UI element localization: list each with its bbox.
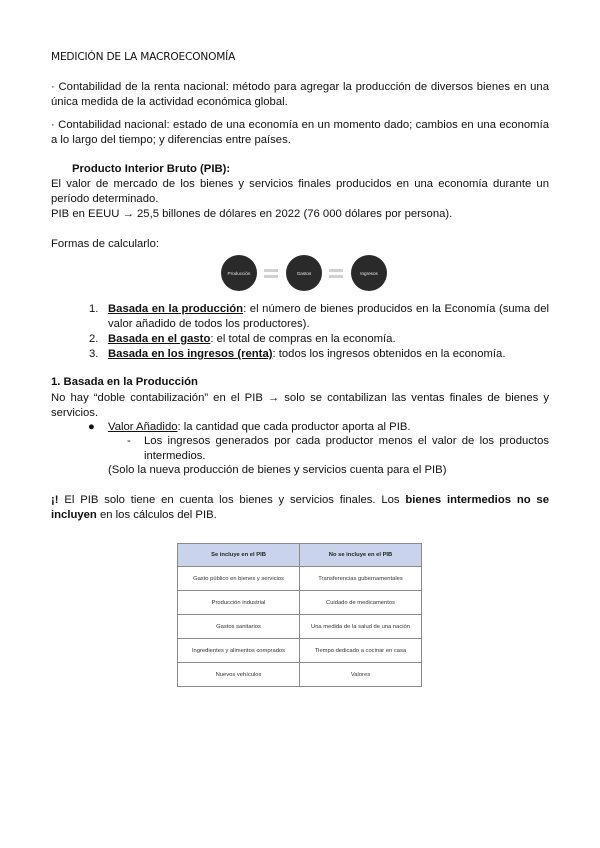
warning-text-2: en los cálculos del PIB. [96,509,217,521]
table-header-row [178,544,422,567]
intro-paragraph-2: · Contabilidad nacional: estado de una economía en un momento dado; cambios en una economía a lo largo del tiempo; y diferencias entre países. [51,119,549,146]
table-cell: Gasto público en bienes y servicios [178,567,300,591]
warning-bold: bienes intermedios no se incluyen [51,494,549,521]
bullet-term: Valor Añadido [108,421,178,433]
table-row [178,663,422,687]
circle-income: Ingresos [351,255,387,291]
method-desc: : todos los ingresos obtenidos en la economía. [272,348,506,360]
table-cell: Tiempo dedicado a cocinar en casa [300,639,422,663]
warning-icon: ¡! [51,494,65,506]
bullet-desc: : la cantidad que cada productor aporta al PIB. [177,421,411,433]
table-header: No se incluye en el PIB [300,544,422,567]
table-header: Se incluye en el PIB [178,544,300,567]
table-cell: Una medida de la salud de una nación [300,615,422,639]
circle-production: Producción [221,255,257,291]
page-title: MEDICIÓN DE LA MACROECONOMÍA [51,51,236,63]
table-cell: Nuevos vehículos [178,663,300,687]
table-row [178,591,422,615]
warning-text-1: El PIB solo tiene en cuenta los bienes y servicios finales. Los [64,494,406,506]
table-row [178,615,422,639]
intro-paragraph-1: · Contabilidad de la renta nacional: método para agregar la producción de diversos bienes en una única medida de la actividad económica global. [51,81,549,108]
section1-heading: 1. Basada en la Producción [51,376,198,388]
forms-label: Formas de calcularlo: [51,238,159,250]
method-desc: : el total de compras en la economía. [210,333,396,345]
table-row [178,567,422,591]
table-cell: Ingredientes y alimentos comprados [178,639,300,663]
list-number: 2. [89,333,99,345]
table-cell: Gastos sanitarios [178,615,300,639]
gdp-inclusion-table [177,543,422,687]
bullet-value-added [108,420,549,435]
bullet-dot: ● [88,421,95,433]
table-cell: Producción industrial [178,591,300,615]
table-cell: Cuidado de medicamentos [300,591,422,615]
circle-spending: Gastos [286,255,322,291]
list-item [89,347,549,362]
pib-example: PIB en EEUU → 25,5 billones de dólares en 2022 (76 000 dólares por persona). [51,208,453,220]
method-term: Basada en los ingresos (renta) [108,348,273,360]
sub-bullet-dash: - [127,435,131,447]
table-cell: Valores [300,663,422,687]
pib-heading: Producto Interior Bruto (PIB): [72,163,231,175]
list-number: 3. [89,348,99,360]
warning-paragraph [51,493,549,523]
list-item [89,302,549,332]
pib-definition: El valor de mercado de los bienes y servicios finales producidos en una economía durante un período determinado. [51,178,549,205]
equals-icon [264,269,278,281]
sub-bullet-text: Los ingresos generados por cada productor menos el valor de los productos intermedios. [144,435,549,462]
table-row [178,639,422,663]
methods-list [89,302,549,362]
method-term: Basada en la producción [108,303,244,315]
equals-icon [329,269,343,281]
table-cell: Transferencias gubernamentales [300,567,422,591]
method-desc: : el número de bienes producidos en la Economía (suma del valor añadido de todos los productores). [108,303,549,330]
section1-note: (Solo la nueva producción de bienes y servicios cuenta para el PIB) [108,464,447,476]
method-term: Basada en el gasto [108,333,211,345]
section1-text: No hay “doble contabilización” en el PIB → solo se contabilizan las ventas finales de bienes y servicios. [51,392,549,419]
list-item [89,332,549,347]
list-number: 1. [89,303,99,315]
calculation-diagram [221,255,387,291]
